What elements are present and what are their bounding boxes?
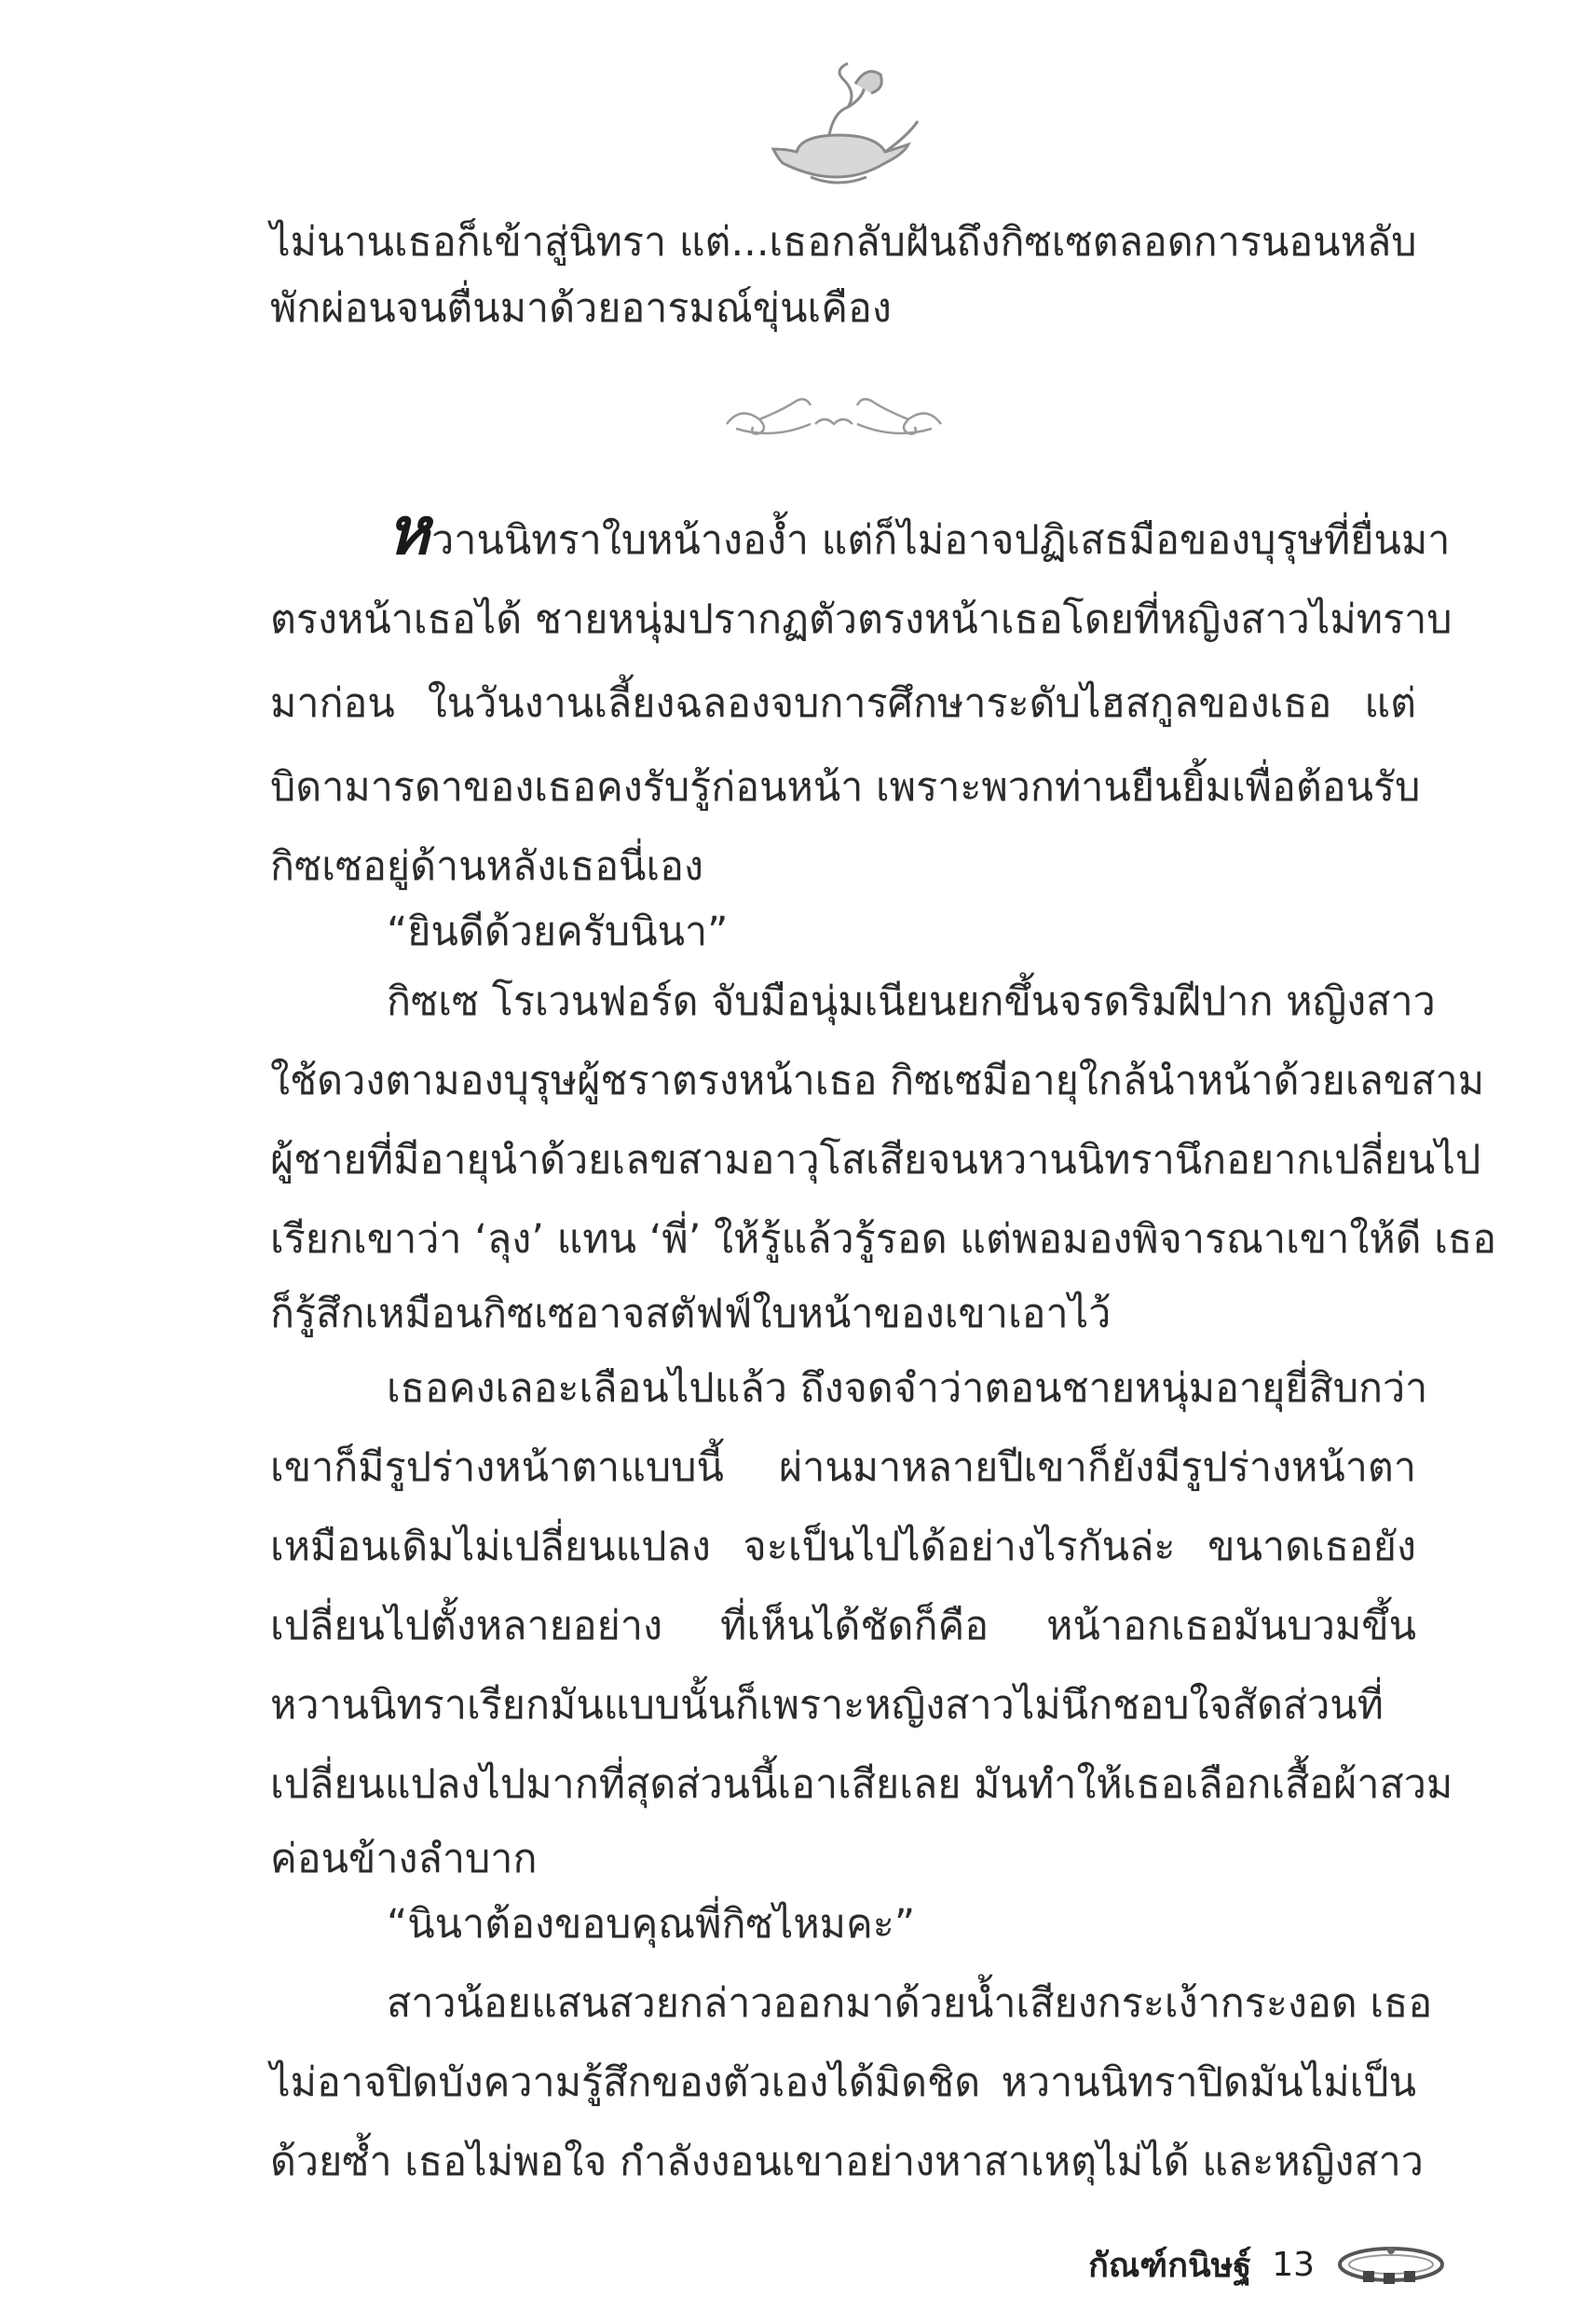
body-line: เขาก็มีรูปร่างหน้าตาแบบนี้ ผ่านมาหลายปีเขาก็ยังมีรูปร่างหน้าตา (270, 1444, 1416, 1491)
body-line: ค่อนข้างลำบาก (270, 1836, 538, 1882)
body-line: กิซเซอยู่ด้านหลังเธอนี่เอง (270, 843, 703, 890)
body-line: บิดามารดาของเธอคงรับรู้ก่อนหน้า เพราะพวกท่านยืนยิ้มเพื่อต้อนรับ (270, 764, 1421, 811)
body-line: เธอคงเลอะเลือนไปแล้ว ถึงจดจำว่าตอนชายหนุ่มอายุยี่สิบกว่า (387, 1365, 1428, 1412)
body-line: เปลี่ยนไปตั้งหลายอย่าง ที่เห็นได้ชัดก็คือ หน้าอกเธอมันบวมขึ้น (270, 1603, 1416, 1649)
body-line: พักผ่อนจนตื่นมาด้วยอารมณ์ขุ่นเคือง (270, 285, 892, 332)
body-line: เปลี่ยนแปลงไปมากที่สุดส่วนนี้เอาเสียเลย มันทำให้เธอเลือกเสื้อผ้าสวม (270, 1761, 1453, 1808)
ornamental-divider-icon (717, 382, 950, 457)
book-title: กัณฑ์กนิษฐ์ (1088, 2246, 1252, 2285)
page-number: 13 (1272, 2245, 1315, 2284)
body-line: เรียกเขาว่า ‘ลุง’ แทน ‘พี่’ ให้รู้แล้วรู้รอด แต่พอมองพิจารณาเขาให้ดี เธอ (270, 1216, 1497, 1263)
body-line: ก็รู้สึกเหมือนกิซเซอาจสตัฟฟ์ใบหน้าของเขาเอาไว้ (270, 1291, 1112, 1337)
body-line: ด้วยซ้ำ เธอไม่พอใจ กำลังงอนเขาอย่างหาสาเหตุไม่ได้ และหญิงสาว (270, 2139, 1424, 2185)
dialogue-line: “นินาต้องขอบคุณพี่กิซไหมคะ” (387, 1901, 916, 1948)
body-line: ใช้ดวงตามองบุรุษผู้ชราตรงหน้าเธอ กิซเซมีอายุใกล้นำหน้าด้วยเลขสาม (270, 1058, 1485, 1104)
body-line: ไม่อาจปิดบังความรู้สึกของตัวเองได้มิดชิด หวานนิทราปิดมันไม่เป็น (270, 2059, 1416, 2106)
body-line: สาวน้อยแสนสวยกล่าวออกมาด้วยน้ำเสียงกระเง้ากระงอด เธอ (387, 1980, 1433, 2027)
page-footer (1088, 2236, 1447, 2292)
dialogue-line: “ยินดีด้วยครับนินา” (387, 909, 729, 955)
drop-cap: ห (387, 493, 430, 569)
body-line: กิซเซ โรเวนฟอร์ด จับมือนุ่มเนียนยกขึ้นจรดริมฝีปาก หญิงสาว (387, 978, 1436, 1025)
body-line (270, 493, 1451, 569)
body-line: เหมือนเดิมไม่เปลี่ยนแปลง จะเป็นไปได้อย่างไรกันล่ะ ขนาดเธอยัง (270, 1524, 1416, 1570)
bracelet-icon (1335, 2243, 1447, 2286)
genie-lamp-icon (745, 56, 932, 196)
body-line: มาก่อน ในวันงานเลี้ยงฉลองจบการศึกษาระดับไฮสกูลของเธอ แต่ (270, 680, 1416, 727)
body-line-text: วานนิทราใบหน้างอง้ำ แต่ก็ไม่อาจปฏิเสธมือของบุรุษที่ยื่นมา (431, 517, 1451, 564)
body-line: ตรงหน้าเธอได้ ชายหนุ่มปรากฏตัวตรงหน้าเธอโดยที่หญิงสาวไม่ทราบ (270, 596, 1453, 643)
body-line: ไม่นานเธอก็เข้าสู่นิทรา แต่...เธอกลับฝันถึงกิซเซตลอดการนอนหลับ (270, 219, 1417, 266)
body-line: หวานนิทราเรียกมันแบบนั้นก็เพราะหญิงสาวไม่นึกชอบใจสัดส่วนที่ (270, 1682, 1384, 1729)
body-line: ผู้ชายที่มีอายุนำด้วยเลขสามอาวุโสเสียจนหวานนิทรานึกอยากเปลี่ยนไป (270, 1137, 1481, 1183)
